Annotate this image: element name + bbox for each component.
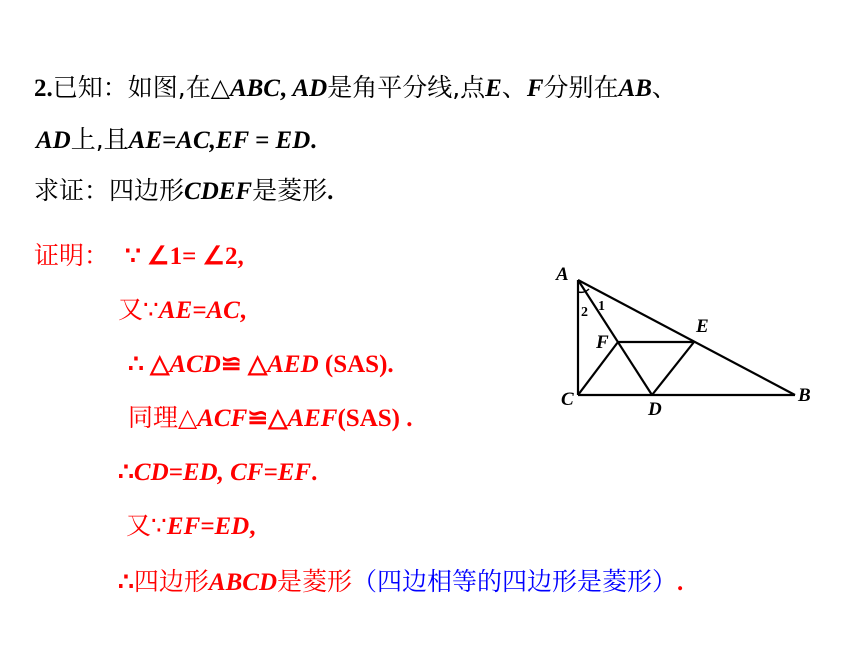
proof-statement: EF=ED	[166, 513, 250, 540]
punct: .	[400, 405, 413, 432]
triangle-name: ACF	[197, 405, 248, 432]
punct: 、	[651, 73, 677, 102]
proof-label: 证明：	[34, 241, 110, 270]
problem-text: 分别在	[543, 73, 619, 102]
therefore-symbol: ∴	[118, 569, 134, 596]
proof-text: ∴ △	[128, 351, 170, 378]
punct: .	[311, 459, 318, 486]
proof-text: 又∵	[126, 511, 167, 540]
label-c: C	[561, 389, 574, 410]
quad-name: CDEF	[184, 178, 253, 205]
punct: ,	[237, 243, 244, 270]
therefore-symbol: ∴	[118, 459, 134, 486]
label-a: A	[556, 264, 569, 285]
punct: ,	[249, 513, 256, 540]
proof-statement: ∵ ∠1= ∠2	[125, 243, 238, 270]
problem-text: 是菱形	[252, 176, 328, 205]
quad-name: ABCD	[208, 569, 278, 596]
congruence-symbol: ≌ △	[220, 351, 268, 378]
problem-text: 是角平分线,点	[327, 73, 486, 102]
problem-text: 上,且	[70, 125, 129, 154]
figure-lines	[578, 280, 795, 395]
proof-text: 四边形	[133, 567, 209, 596]
punct: .	[677, 569, 684, 596]
label-angle-1: 1	[598, 299, 605, 314]
segment-name: AB	[618, 75, 652, 102]
label-e: E	[696, 316, 709, 337]
label-angle-2: 2	[581, 305, 588, 320]
proof-text: 同理△	[128, 403, 198, 432]
point-name: F	[526, 75, 544, 102]
punct: ,	[279, 75, 293, 102]
proof-statement: CD=ED, CF=EF	[133, 459, 312, 486]
segment-name: AD	[292, 75, 328, 102]
proof-reason: （四边相等的四边形是菱形）	[352, 567, 678, 596]
segment-ed	[652, 342, 694, 395]
segment-ab	[578, 280, 795, 395]
problem-text: 求证：四边形	[34, 176, 185, 205]
congruence-symbol: ≌△	[247, 405, 288, 432]
label-f: F	[596, 332, 609, 353]
proof-statement: AE=AC	[158, 297, 240, 324]
proof-text: 又∵	[118, 295, 159, 324]
problem-text: 已知：如图,在△	[52, 73, 230, 102]
punct: .	[387, 351, 394, 378]
punct: ,	[239, 297, 247, 324]
segment-name: AD	[36, 127, 71, 154]
problem-number: 2.	[34, 75, 53, 102]
triangle-name: ACD	[169, 351, 221, 378]
triangle-name: ABC	[229, 75, 280, 102]
punct: .	[327, 178, 334, 205]
label-b: B	[798, 385, 811, 406]
reason: (SAS)	[337, 405, 400, 432]
triangle-name: AEF	[287, 405, 338, 432]
punct: 、	[501, 73, 527, 102]
punct: .	[310, 127, 317, 154]
label-d: D	[648, 399, 662, 420]
proof-text: 是菱形	[277, 567, 353, 596]
point-name: E	[485, 75, 502, 102]
triangle-name: AED	[267, 351, 319, 378]
reason: (SAS)	[318, 351, 388, 378]
segment-ad	[578, 280, 652, 395]
given-equations: AE=AC,EF = ED	[128, 127, 311, 154]
